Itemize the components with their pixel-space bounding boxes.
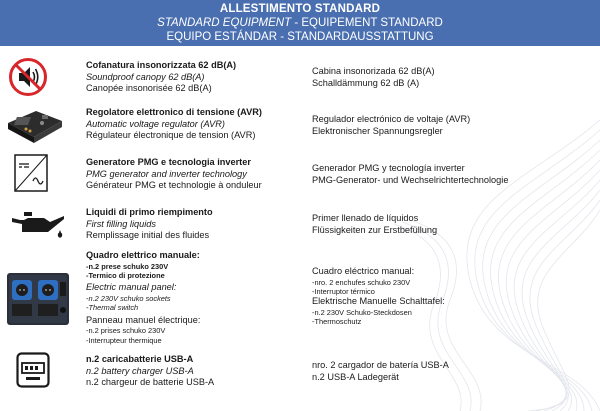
control-panel-icon: [6, 270, 70, 333]
item-1-es: Cabina insonorizada 62 dB(A): [312, 66, 435, 76]
item-4-fr: Remplissage initial des fluides: [86, 230, 210, 241]
header-subtitle-fr: EQUIPEMENT STANDARD: [301, 17, 443, 29]
item-5-de-detail-1: -n.2 230V Schuko-Steckdosen: [312, 308, 412, 317]
item-1-de: Schalldämmung 62 dB (A): [312, 77, 420, 88]
item-5-en: Electric manual panel:: [86, 282, 177, 293]
item-2-es: Regulador electrónico de voltaje (AVR): [312, 114, 471, 124]
item-3-de: PMG-Generator- und Wechselrichtertechnologie: [312, 174, 509, 185]
item-6-es: nro. 2 cargador de batería USB-A: [312, 360, 449, 370]
item-5-it-detail-1: -n.2 prese schuko 230V: [86, 261, 169, 271]
header-title: ALLESTIMENTO STANDARD: [219, 3, 381, 15]
item-2-de: Elektronischer Spannungsregler: [312, 125, 443, 136]
item-4-de: Flüssigkeiten zur Erstbefüllung: [312, 224, 438, 235]
item-4-en: First filling liquids: [86, 218, 156, 229]
item-3-es: Generador PMG y tecnología inverter: [312, 163, 465, 173]
page-header: [0, 0, 600, 46]
item-1-en: Soundproof canopy 62 dB(A): [86, 71, 205, 82]
item-2-en: Automatic voltage regulator (AVR): [86, 118, 225, 129]
voltage-regulator-icon: [6, 103, 64, 150]
item-3-en: PMG generator and inverter technology: [86, 168, 247, 179]
item-5-es-detail-2: -Interruptor térmico: [312, 287, 375, 296]
item-6-en: n.2 battery charger USB-A: [86, 365, 194, 376]
header-subtitle-en: STANDARD EQUIPMENT: [157, 17, 292, 29]
oil-can-icon: [10, 208, 66, 249]
item-5-fr: Panneau manuel électrique:: [86, 314, 201, 325]
item-5-es-detail-1: -nro. 2 enchufes schuko 230V: [312, 277, 411, 287]
item-1-it: Cofanatura insonorizzata 62 dB(A): [86, 60, 237, 70]
item-6-de: n.2 USB-A Ladegerät: [312, 371, 399, 382]
item-5-fr-detail-1: -n.2 prises schuko 230V: [86, 326, 166, 336]
item-3-fr: Générateur PMG et technologie à onduleur: [86, 180, 262, 191]
item-5-it: Quadro elettrico manuale:: [86, 250, 200, 260]
header-subtitle-sep: -: [291, 17, 302, 29]
item-5-de-detail-2: -Thermoschutz: [312, 317, 362, 327]
item-4-it: Liquidi di primo riempimento: [86, 207, 213, 217]
header-subtitle: [0, 16, 600, 30]
item-5-en-detail-2: -Thermal switch: [86, 303, 139, 313]
item-4-es: Primer llenado de líquidos: [312, 213, 419, 223]
item-2-it: Regolatore elettronico di tensione (AVR): [86, 107, 262, 117]
item-1-fr: Canopée insonorisée 62 dB(A): [86, 83, 212, 94]
muted-speaker-icon: [8, 57, 48, 102]
item-5-it-detail-2: -Termico di protezione: [86, 271, 165, 280]
item-5-de: Elektrische Manuelle Schalttafel:: [312, 296, 445, 307]
item-6-fr: n.2 chargeur de batterie USB-A: [86, 377, 215, 388]
item-2-fr: Régulateur électronique de tension (AVR): [86, 130, 256, 141]
inverter-icon: [14, 154, 48, 197]
item-5-es: Cuadro eléctrico manual:: [312, 266, 415, 276]
item-5-en-detail-1: -n.2 230V schuko sockets: [86, 294, 171, 303]
battery-charger-icon: [16, 352, 50, 393]
item-3-it: Generatore PMG e tecnologia inverter: [86, 157, 251, 167]
item-6-it: n.2 caricabatterie USB-A: [86, 354, 194, 364]
header-subtitle-2: EQUIPO ESTÁNDAR - STANDARDAUSSTATTUNG: [166, 31, 434, 43]
item-5-fr-detail-2: -Interrupteur thermique: [86, 335, 162, 345]
